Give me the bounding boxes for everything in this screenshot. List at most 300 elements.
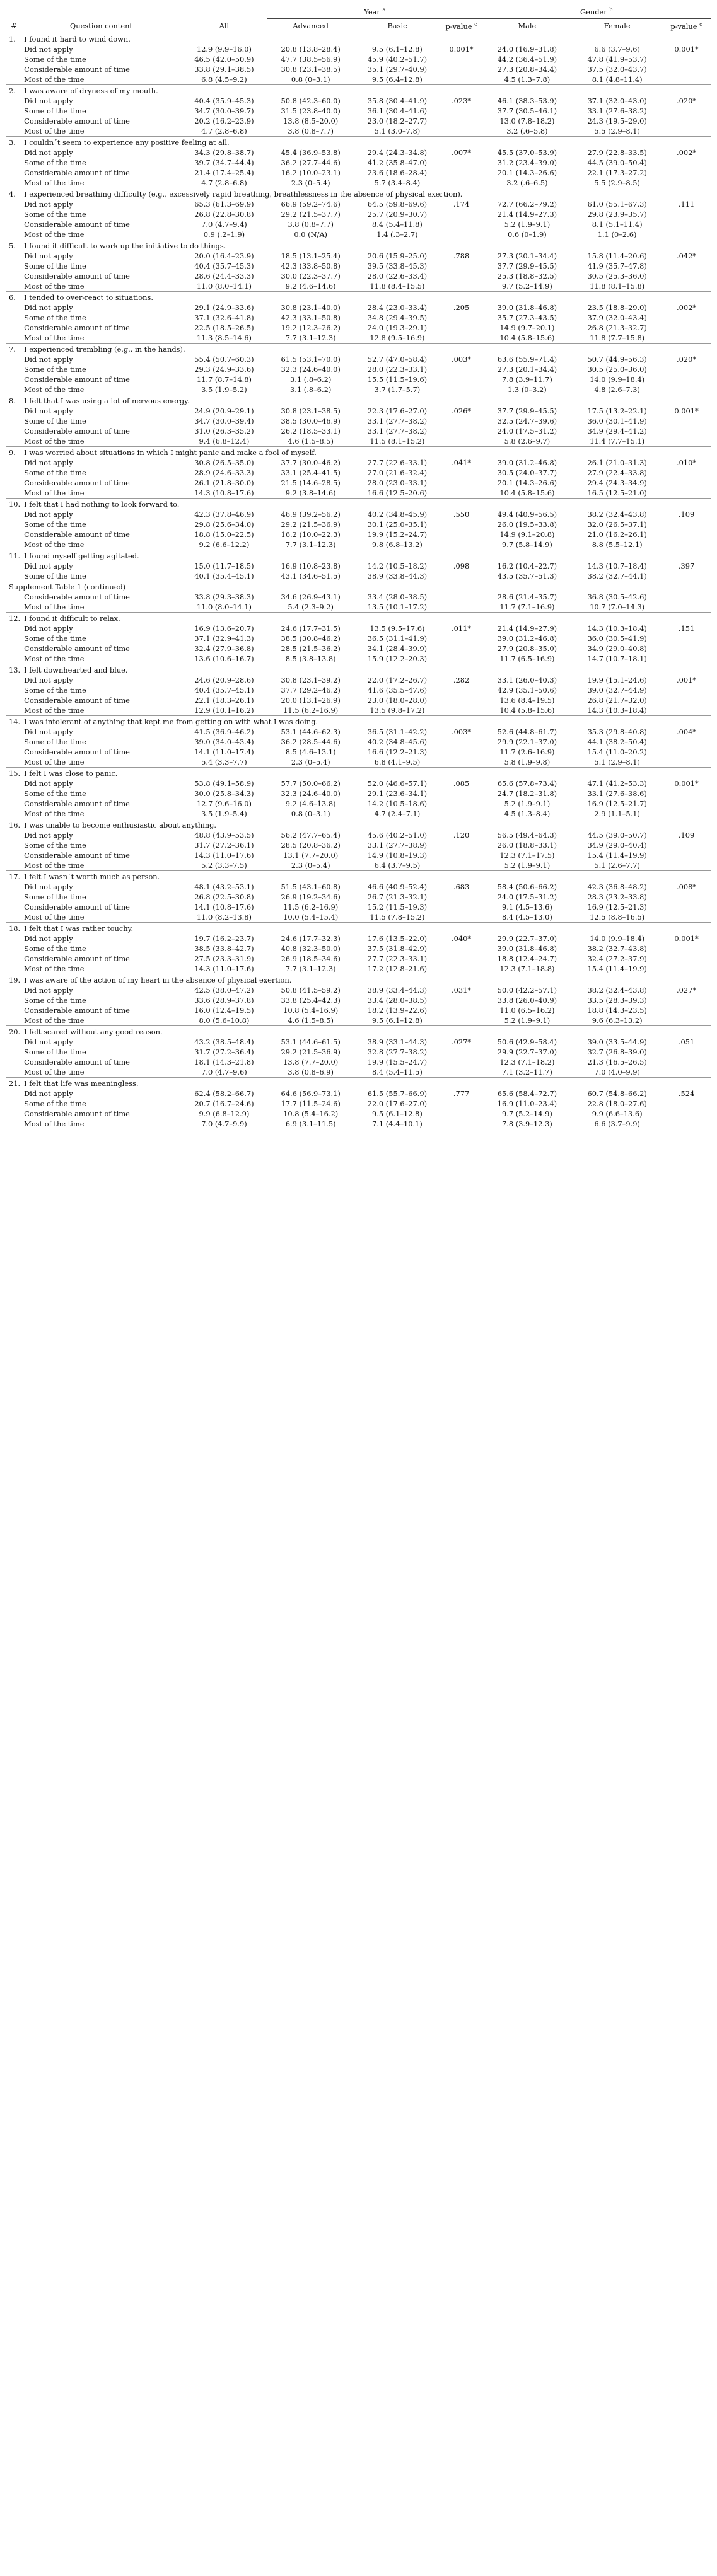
pvalue-gender: [662, 323, 711, 333]
cell-all: 40.1 (35.4–45.1): [194, 572, 254, 580]
cell-basic: 14.9 (10.8–19.3): [367, 851, 428, 860]
cell-all: 20.0 (16.4–23.9): [194, 251, 254, 260]
response-label: Did not apply: [24, 251, 73, 260]
cell-advanced: 6.9 (3.1–11.5): [267, 1119, 354, 1129]
response-label: Some of the time: [24, 262, 86, 270]
pvalue-gender: [662, 1057, 711, 1067]
response-label: Most of the time: [24, 437, 85, 446]
table-row: [6, 633, 711, 644]
cell-all: 9.4 (6.8–12.4): [199, 437, 250, 446]
pvalue-year: .282: [453, 676, 470, 684]
cell-male: 30.5 (24.0–37.7): [497, 468, 557, 477]
col-basic: Basic: [354, 19, 440, 33]
cell-female: 32.7 (26.8–39.0): [587, 1048, 647, 1056]
pvalue-gender: [662, 271, 711, 281]
cell-all: 0.9 (.2–1.9): [203, 230, 245, 239]
pvalue-year: [441, 313, 482, 323]
cell-advanced: 16.9 (10.8–23.8): [281, 562, 341, 570]
response-label: Considerable amount of time: [24, 375, 130, 384]
cell-basic: 14.2 (10.5–18.2): [367, 562, 428, 570]
cell-basic: 26.7 (21.3–32.1): [367, 892, 428, 901]
cell-advanced: 18.5 (13.1–25.4): [281, 251, 341, 260]
response-label: Did not apply: [24, 96, 73, 105]
table-row: [6, 364, 711, 374]
pvalue-gender: [662, 944, 711, 954]
cell-all: 34.3 (29.8–38.7): [194, 148, 254, 157]
pvalue-gender: [662, 74, 711, 85]
cell-advanced: 30.8 (23.1–40.0): [281, 303, 341, 312]
cell-basic: 8.4 (5.4–11.5): [372, 1068, 423, 1077]
cell-basic: 22.0 (17.2–26.7): [367, 676, 428, 684]
question-text: I found myself getting agitated.: [21, 550, 711, 562]
pvalue-gender: [662, 116, 711, 126]
cell-all: 26.8 (22.8–30.8): [194, 210, 254, 219]
question-number: 14.: [6, 716, 21, 727]
cell-all: 39.0 (34.0–43.4): [194, 737, 254, 746]
response-label: Considerable amount of time: [24, 903, 130, 911]
pvalue-gender: 0.001*: [674, 934, 699, 943]
cell-female: 16.9 (12.5–21.7): [587, 799, 647, 808]
cell-advanced: 10.8 (5.4–16.9): [283, 1006, 339, 1015]
cell-all: 43.2 (38.5–48.4): [194, 1037, 254, 1046]
pvalue-year: .085: [453, 779, 470, 788]
cell-male: 11.7 (6.5–16.9): [499, 654, 555, 663]
response-label: Considerable amount of time: [24, 799, 130, 808]
cell-female: 10.7 (7.0–14.3): [590, 603, 645, 611]
cell-advanced: 40.8 (32.3–50.0): [281, 944, 341, 953]
response-label: Most of the time: [24, 230, 85, 239]
cell-all: 31.7 (27.2–36.1): [194, 841, 254, 850]
pvalue-year: [441, 281, 482, 292]
cell-female: 15.4 (11.4–19.9): [587, 964, 647, 973]
cell-female: 50.7 (44.9–56.3): [587, 355, 647, 364]
cell-advanced: 32.3 (24.6–40.0): [281, 789, 341, 798]
cell-female: 22.8 (18.0–27.6): [587, 1099, 647, 1108]
table-row: [6, 840, 711, 850]
pvalue-gender: .109: [678, 510, 695, 519]
cell-female: 19.9 (15.1–24.6): [587, 676, 647, 684]
pvalue-gender: [662, 995, 711, 1005]
cell-female: 14.3 (10.3–18.4): [587, 706, 647, 715]
cell-all: 34.7 (30.0–39.4): [194, 417, 254, 425]
table-row: [6, 313, 711, 323]
cell-all: 26.8 (22.5–30.8): [194, 892, 254, 901]
cell-advanced: 21.5 (14.6–28.5): [281, 478, 341, 487]
cell-advanced: 17.7 (11.5–24.6): [281, 1099, 341, 1108]
cell-basic: 29.1 (23.6–34.1): [367, 789, 428, 798]
cell-male: 26.0 (19.5–33.8): [497, 520, 557, 529]
table-row: [6, 251, 711, 261]
pvalue-year: [441, 860, 482, 871]
cell-advanced: 36.2 (27.7–44.6): [281, 158, 341, 167]
pvalue-year: [441, 261, 482, 271]
cell-basic: 17.2 (12.8–21.6): [367, 964, 428, 973]
cell-all: 3.5 (1.9–5.2): [201, 385, 247, 394]
cell-female: 61.0 (55.1–67.3): [587, 200, 647, 209]
pvalue-gender: .051: [678, 1037, 695, 1046]
cell-advanced: 53.1 (44.6–61.5): [281, 1037, 341, 1046]
response-label: Some of the time: [24, 737, 86, 746]
cell-advanced: 28.5 (21.5–36.2): [281, 644, 341, 653]
pvalue-gender: [662, 178, 711, 188]
cell-basic: 15.9 (12.2–20.3): [367, 654, 428, 663]
question-number: 1.: [6, 33, 21, 45]
cell-basic: 12.8 (9.5–16.9): [370, 333, 425, 342]
table-row: [6, 229, 711, 240]
pvalue-gender: .002*: [676, 303, 697, 312]
pvalue-gender: [662, 1119, 711, 1129]
cell-all: 11.0 (8.0–14.1): [196, 282, 252, 291]
table-row: [6, 882, 711, 892]
pvalue-gender: .020*: [676, 96, 697, 105]
question-text: I felt that I was rather touchy.: [21, 923, 711, 934]
cell-all: 24.9 (20.9–29.1): [194, 407, 254, 415]
question-text: I felt I wasn´t worth much as person.: [21, 871, 711, 882]
response-label: Considerable amount of time: [24, 696, 130, 705]
pvalue-gender: [662, 954, 711, 964]
response-label: Most of the time: [24, 964, 85, 973]
pvalue-year: [441, 695, 482, 705]
cell-basic: 11.5 (7.8–15.2): [370, 913, 425, 921]
response-label: Some of the time: [24, 313, 86, 322]
cell-all: 31.7 (27.2–36.4): [194, 1048, 254, 1056]
response-label: Did not apply: [24, 45, 73, 54]
cell-all: 33.6 (28.9–37.8): [194, 996, 254, 1005]
question-row: [6, 923, 711, 934]
cell-all: 11.0 (8.0–14.1): [196, 603, 252, 611]
pvalue-year: [441, 168, 482, 178]
cell-all: 65.3 (61.3–69.9): [194, 200, 254, 209]
pvalue-gender: [662, 229, 711, 240]
pvalue-year: [441, 571, 482, 581]
cell-female: 38.2 (32.7–44.1): [587, 572, 647, 580]
cell-basic: 9.8 (6.8–13.2): [372, 540, 423, 549]
cell-advanced: 64.6 (56.9–73.1): [281, 1089, 341, 1098]
table-row: [6, 540, 711, 550]
pvalue-gender: .042*: [676, 251, 697, 260]
pvalue-year: [441, 1109, 482, 1119]
cell-all: 31.0 (26.3–35.2): [194, 427, 254, 436]
cell-advanced: 2.3 (0–5.4): [291, 178, 330, 187]
cell-all: 41.5 (36.9–46.2): [194, 727, 254, 736]
cell-all: 12.7 (9.6–16.0): [196, 799, 252, 808]
question-row: [6, 1026, 711, 1037]
pvalue-year: [441, 519, 482, 529]
cell-female: 1.1 (0–2.6): [597, 230, 637, 239]
pvalue-gender: [662, 602, 711, 613]
cell-advanced: 11.5 (6.2–16.9): [283, 903, 339, 911]
cell-basic: 46.6 (40.9–52.4): [367, 882, 428, 891]
cell-female: 41.9 (35.7–47.8): [587, 262, 647, 270]
cell-all: 39.7 (34.7–44.4): [194, 158, 254, 167]
cell-advanced: 4.6 (1.5–8.5): [288, 1016, 334, 1025]
cell-male: 12.3 (7.1–18.2): [499, 1058, 555, 1066]
cell-all: 8.0 (5.6–10.8): [199, 1016, 250, 1025]
cell-female: 14.7 (10.7–18.1): [587, 654, 647, 663]
pvalue-year: [441, 478, 482, 488]
cell-all: 14.1 (11.0–17.4): [194, 748, 254, 756]
question-row: [6, 395, 711, 407]
cell-female: 30.5 (25.3–36.0): [587, 272, 647, 280]
cell-basic: 7.1 (4.4–10.1): [354, 1119, 440, 1129]
cell-basic: 9.5 (6.4–12.8): [372, 75, 423, 84]
pvalue-year: [441, 633, 482, 644]
table-body: [6, 33, 711, 1129]
response-label: Most of the time: [24, 1016, 85, 1025]
cell-advanced: 10.8 (5.4–16.2): [283, 1109, 339, 1118]
pvalue-year: [441, 229, 482, 240]
pvalue-year: .550: [453, 510, 470, 519]
cell-male: 5.2 (1.9–9.1): [504, 1016, 551, 1025]
response-label: Considerable amount of time: [24, 748, 130, 756]
cell-male: 21.4 (14.9–27.9): [497, 624, 557, 633]
response-label: Most of the time: [24, 809, 85, 818]
pvalue-year: [441, 954, 482, 964]
table-row: [6, 995, 711, 1005]
table-row: [6, 96, 711, 106]
pvalue-year: [441, 912, 482, 923]
cell-advanced: 13.8 (7.7–20.0): [283, 1058, 339, 1066]
cell-advanced: 16.2 (10.0–23.1): [281, 168, 341, 177]
pvalue-year: [441, 333, 482, 344]
pvalue-year: .205: [453, 303, 470, 312]
cell-female: 8.8 (5.5–12.1): [592, 540, 643, 549]
pvalue-gender: [662, 374, 711, 384]
cell-male: 21.4 (14.9–27.3): [497, 210, 557, 219]
cell-male: 43.5 (35.7–51.3): [497, 572, 557, 580]
cell-basic: 16.6 (12.2–21.3): [367, 748, 428, 756]
col-num: #: [6, 19, 21, 33]
cell-male: 7.8 (3.9–12.3): [482, 1119, 573, 1129]
cell-all: 12.9 (9.9–16.0): [196, 45, 252, 54]
cell-female: 12.5 (8.8–16.5): [590, 913, 645, 921]
cell-advanced: 4.6 (1.5–8.5): [288, 437, 334, 446]
pvalue-gender: 0.001*: [674, 45, 699, 54]
cell-male: 16.9 (11.0–23.4): [497, 1099, 557, 1108]
cell-advanced: 20.8 (13.8–28.4): [281, 45, 341, 54]
question-number: 18.: [6, 923, 21, 934]
pvalue-gender: [662, 416, 711, 426]
cell-female: 5.1 (2.6–7.7): [594, 861, 640, 870]
question-number: 17.: [6, 871, 21, 882]
cell-all: 34.7 (30.0–39.7): [194, 107, 254, 115]
cell-male: 14.9 (9.1–20.8): [499, 530, 555, 539]
cell-all: 12.9 (10.1–16.2): [194, 706, 254, 715]
table-row: [6, 303, 711, 313]
cell-basic: 6.8 (4.1–9.5): [374, 758, 421, 766]
pvalue-year: [441, 737, 482, 747]
cell-all: 4.7 (2.8–6.8): [201, 178, 247, 187]
cell-female: 42.3 (36.8–48.2): [587, 882, 647, 891]
cell-male: 9.7 (5.2–14.9): [501, 282, 552, 291]
response-label: Considerable amount of time: [24, 954, 130, 963]
cell-basic: 9.5 (6.1–12.8): [372, 1109, 423, 1118]
table-row: [6, 592, 711, 602]
pvalue-gender: [662, 902, 711, 912]
cell-male: 14.9 (9.7–20.1): [499, 323, 555, 332]
response-label: Did not apply: [24, 148, 73, 157]
cell-male: 3.2 (.6–5.8): [506, 127, 548, 136]
cell-advanced: 0.8 (0–3.1): [291, 75, 330, 84]
pvalue-year: [441, 468, 482, 478]
cell-male: 12.3 (7.1–18.8): [499, 964, 555, 973]
table-row: [6, 1119, 711, 1129]
pvalue-year: .003*: [452, 355, 472, 364]
cell-female: 37.5 (32.0–43.7): [587, 65, 647, 74]
pvalue-year: [441, 902, 482, 912]
pvalue-year: [441, 106, 482, 116]
pvalue-year: [441, 323, 482, 333]
cell-basic: 6.4 (3.7–9.5): [374, 861, 421, 870]
table-row: [6, 1037, 711, 1047]
pvalue-year: [441, 74, 482, 85]
cell-male: 16.2 (10.4–22.7): [497, 562, 557, 570]
cell-male: 1.3 (0–3.2): [508, 385, 547, 394]
cell-advanced: 3.1 (.8–6.2): [290, 385, 332, 394]
cell-advanced: 26.2 (18.5–33.1): [281, 427, 341, 436]
cell-all: 55.4 (50.7–60.3): [194, 355, 254, 364]
cell-advanced: 16.2 (10.0–22.3): [281, 530, 341, 539]
cell-female: 6.6 (3.7–9.6): [594, 45, 640, 54]
cell-advanced: 9.2 (4.6–13.8): [285, 799, 336, 808]
cell-all: 37.1 (32.6–41.8): [194, 313, 254, 322]
cell-all: 11.7 (8.7–14.8): [196, 375, 252, 384]
cell-male: 33.8 (26.0–40.9): [497, 996, 557, 1005]
cell-basic: 52.7 (47.0–58.4): [367, 355, 428, 364]
cell-advanced: 10.0 (5.4–15.4): [283, 913, 339, 921]
question-number: 19.: [6, 974, 21, 986]
cell-basic: 23.0 (18.0–28.0): [367, 696, 428, 705]
cell-basic: 19.9 (15.2–24.7): [367, 530, 428, 539]
question-text: I was unable to become enthusiastic about anything.: [21, 819, 711, 831]
pvalue-gender: [662, 592, 711, 602]
cell-male: 27.3 (20.1–34.4): [497, 365, 557, 374]
response-label: Did not apply: [24, 562, 73, 570]
pvalue-year: [441, 705, 482, 716]
cell-female: 17.5 (13.2–22.1): [587, 407, 647, 415]
question-row: [6, 768, 711, 779]
cell-female: 29.4 (24.3–34.9): [587, 478, 647, 487]
pvalue-gender: [662, 168, 711, 178]
pvalue-gender: .397: [678, 562, 695, 570]
cell-all: 9.9 (6.8–12.9): [199, 1109, 250, 1118]
pvalue-year: .003*: [452, 727, 472, 736]
cell-basic: 9.5 (6.1–12.8): [372, 45, 423, 54]
cell-female: 37.9 (32.0–43.4): [587, 313, 647, 322]
cell-advanced: 33.1 (25.4–41.5): [281, 468, 341, 477]
table-row: [6, 695, 711, 705]
question-number: 13.: [6, 664, 21, 676]
cell-male: 44.2 (36.4–51.9): [497, 55, 557, 64]
cell-female: 34.9 (29.0–40.8): [587, 644, 647, 653]
cell-all: 4.7 (2.8–6.8): [201, 127, 247, 136]
col-female: Female: [572, 19, 662, 33]
cell-basic: 5.7 (3.4–8.4): [374, 178, 421, 187]
col-male: Male: [482, 19, 573, 33]
cell-advanced: 11.5 (6.2–16.9): [283, 706, 339, 715]
cell-basic: 16.6 (12.5–20.6): [367, 488, 428, 497]
pvalue-year: [441, 1005, 482, 1015]
pvalue-year: [441, 964, 482, 974]
question-row: [6, 819, 711, 831]
cell-all: 32.4 (27.9–36.8): [194, 644, 254, 653]
response-label: Some of the time: [24, 107, 86, 115]
cell-female: 9.6 (6.3–13.2): [592, 1016, 643, 1025]
response-label: Most of the time: [24, 706, 85, 715]
response-label: Did not apply: [24, 458, 73, 467]
cell-all: 5.2 (3.3–7.5): [201, 861, 247, 870]
pvalue-year: [441, 384, 482, 395]
cell-advanced: 30.8 (23.1–38.5): [281, 407, 341, 415]
cell-male: 52.6 (44.8–61.7): [497, 727, 557, 736]
pvalue-gender: .008*: [676, 882, 697, 891]
cell-male: 3.2 (.6–6.5): [506, 178, 548, 187]
cell-female: 29.8 (23.9–35.7): [587, 210, 647, 219]
cell-all: 30.8 (26.5–35.0): [194, 458, 254, 467]
cell-basic: 13.5 (10.1–17.2): [367, 603, 428, 611]
response-label: Did not apply: [24, 624, 73, 633]
cell-male: 25.3 (18.8–32.5): [497, 272, 557, 280]
cell-female: 47.1 (41.2–53.3): [587, 779, 647, 788]
cell-advanced: 36.2 (28.5–44.6): [281, 737, 341, 746]
response-label: Some of the time: [24, 944, 86, 953]
cell-male: 37.7 (29.9–45.5): [497, 262, 557, 270]
response-label: Some of the time: [24, 1099, 86, 1108]
table-row: [6, 809, 711, 819]
cell-male: 11.7 (2.6–16.9): [499, 748, 555, 756]
cell-advanced: 30.8 (23.1–38.5): [281, 65, 341, 74]
cell-all: 6.8 (4.5–9.2): [201, 75, 247, 84]
cell-female: 60.7 (54.8–66.2): [587, 1089, 647, 1098]
cell-all: 16.0 (12.4–19.5): [194, 1006, 254, 1015]
table-row: [6, 654, 711, 664]
table-row: [6, 747, 711, 757]
response-label: Considerable amount of time: [24, 1109, 130, 1118]
cell-female: 11.8 (8.1–15.8): [590, 282, 645, 291]
cell-female: 34.9 (29.0–40.4): [587, 841, 647, 850]
cell-male: 37.7 (30.5–46.1): [497, 107, 557, 115]
response-label: Some of the time: [24, 210, 86, 219]
cell-female: 39.0 (32.7–44.9): [587, 686, 647, 695]
cell-basic: 4.7 (2.4–7.1): [374, 809, 421, 818]
response-label: Considerable amount of time: [24, 65, 130, 74]
cell-advanced: 8.5 (3.8–13.8): [285, 654, 336, 663]
table-row: [6, 74, 711, 85]
response-label: Considerable amount of time: [24, 272, 130, 280]
question-row: [6, 499, 711, 510]
cell-female: 15.4 (11.0–20.2): [587, 748, 647, 756]
table-row: [6, 158, 711, 168]
cell-basic: 39.5 (33.8–45.3): [367, 262, 428, 270]
col-all: All: [181, 19, 267, 33]
cell-basic: 27.7 (22.3–33.1): [367, 954, 428, 963]
cell-female: 34.9 (29.4–41.2): [587, 427, 647, 436]
cell-male: 10.4 (5.8–15.6): [499, 333, 555, 342]
pvalue-year: [441, 488, 482, 499]
cell-all: 42.3 (37.8–46.9): [194, 510, 254, 519]
response-label: Did not apply: [24, 200, 73, 209]
cell-male: 20.1 (14.3–26.6): [497, 168, 557, 177]
pvalue-year: .120: [453, 831, 470, 840]
cell-basic: 23.0 (18.2–27.7): [367, 117, 428, 125]
cell-female: 37.1 (32.0–43.0): [587, 96, 647, 105]
cell-all: 9.2 (6.6–12.2): [199, 540, 250, 549]
cell-female: 21.3 (16.5–26.5): [587, 1058, 647, 1066]
table-row: [6, 219, 711, 229]
cell-basic: 38.9 (33.4–44.3): [367, 986, 428, 995]
cell-all: 37.1 (32.9–41.3): [194, 634, 254, 643]
response-label: Most of the time: [24, 540, 85, 549]
